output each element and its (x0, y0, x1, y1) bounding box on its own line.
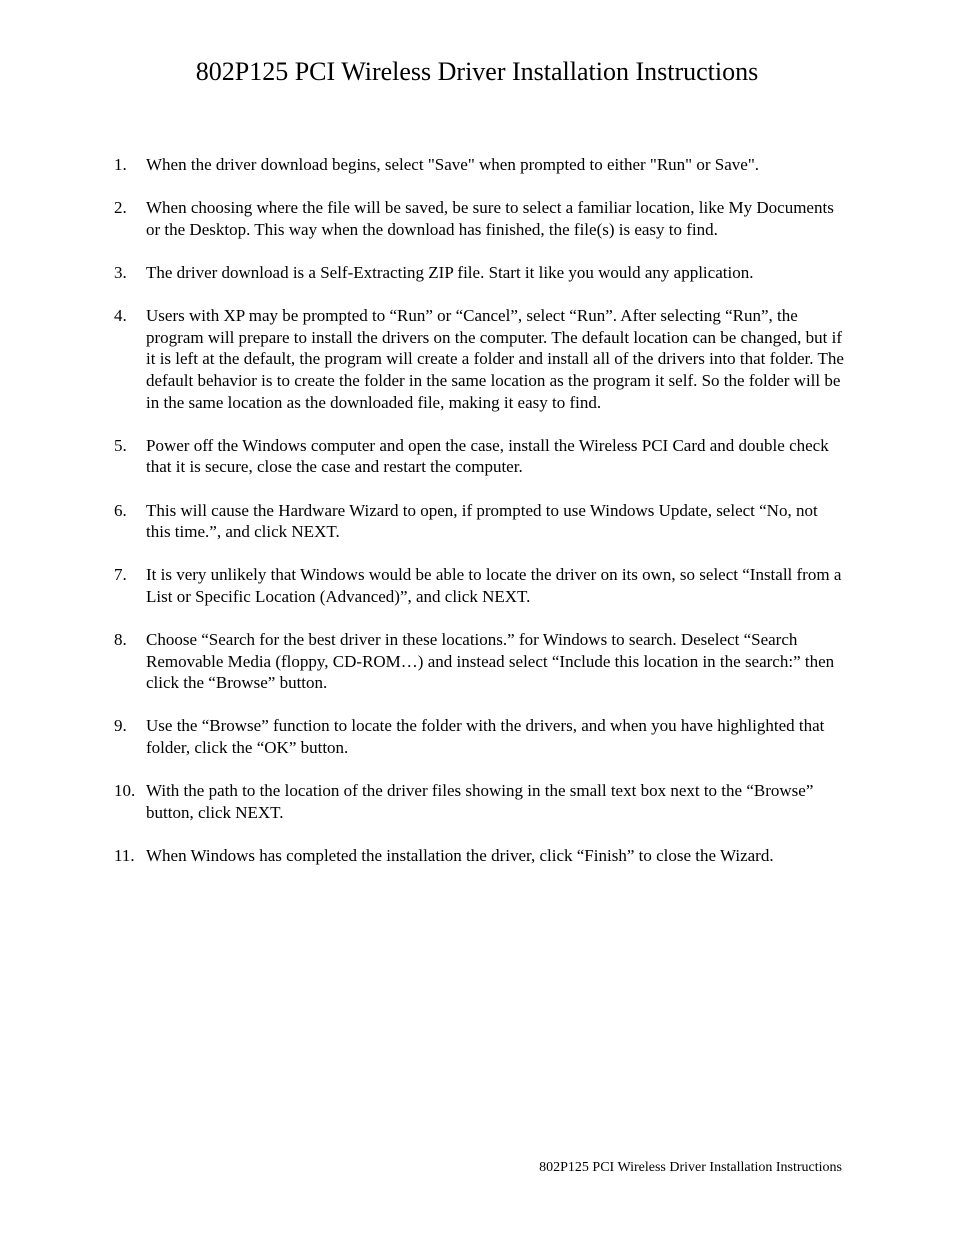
step-number: 1. (114, 155, 127, 174)
list-item (114, 435, 844, 478)
step-number: 4. (114, 306, 127, 326)
step-text: The driver download is a Self-Extracting ZIP file. Start it like you would any application. (146, 262, 754, 282)
step-number: 10. (114, 781, 136, 801)
step-number: 8. (114, 630, 127, 650)
step-text: Use the “Browse” function to locate the folder with the drivers, and when you have highlighted that folder, click the “OK” button. (146, 716, 825, 758)
page-title: 802P125 PCI Wireless Driver Installation Instructions (195, 57, 759, 86)
step-number: 7. (114, 565, 127, 585)
list-item (114, 500, 844, 543)
step-number: 3. (114, 262, 127, 282)
step-text: Choose “Search for the best driver in these locations.” for Windows to search. Deselect “Search Removable Media (floppy, CD-ROM…) and instead select “Include this location in the search:” then click the “Browse” button. (146, 630, 835, 693)
list-item (114, 715, 844, 758)
list-item (114, 305, 844, 413)
step-number: 6. (114, 500, 127, 520)
step-number: 5. (114, 435, 127, 455)
list-item (114, 845, 844, 867)
page-footer: 802P125 PCI Wireless Driver Installation Instructions (539, 1160, 842, 1175)
step-number: 11. (114, 846, 135, 865)
step-text: When choosing where the file will be saved, be sure to select a familiar location, like My Documents or the Desktop. This way when the download has finished, the file(s) is easy to find. (146, 198, 834, 239)
step-text: This will cause the Hardware Wizard to open, if prompted to use Windows Update, select “No, not this time.”, and click NEXT. (146, 500, 818, 542)
list-item (114, 564, 844, 607)
list-item (114, 197, 844, 240)
step-number: 2. (114, 198, 127, 218)
list-item (114, 629, 844, 694)
list-item (114, 780, 844, 823)
step-text: Users with XP may be prompted to “Run” or “Cancel”, select “Run”. After selecting “Run”, the program will prepare to install the drivers on the computer. The default location can be changed, but if it is left at the default, the program will create a folder and install all of the drivers into that folder. The default behavior is to create the folder in the same location as the program it self. So the folder will be in the same location as the downloaded file, making it easy to find. (146, 306, 844, 412)
instruction-list (114, 154, 844, 888)
list-item (114, 262, 844, 284)
step-text: When the driver download begins, select "Save" when prompted to either "Run" or Save". (146, 155, 760, 174)
step-text: It is very unlikely that Windows would be able to locate the driver on its own, so select “Install from a List or Specific Location (Advanced)”, and click NEXT. (146, 565, 842, 606)
step-text: When Windows has completed the installation the driver, click “Finish” to close the Wizard. (146, 846, 774, 865)
step-number: 9. (114, 716, 127, 736)
step-text: With the path to the location of the driver files showing in the small text box next to the “Browse” button, click NEXT. (146, 781, 814, 822)
list-item (114, 154, 844, 176)
step-text: Power off the Windows computer and open the case, install the Wireless PCI Card and double check that it is secure, close the case and restart the computer. (146, 435, 829, 477)
